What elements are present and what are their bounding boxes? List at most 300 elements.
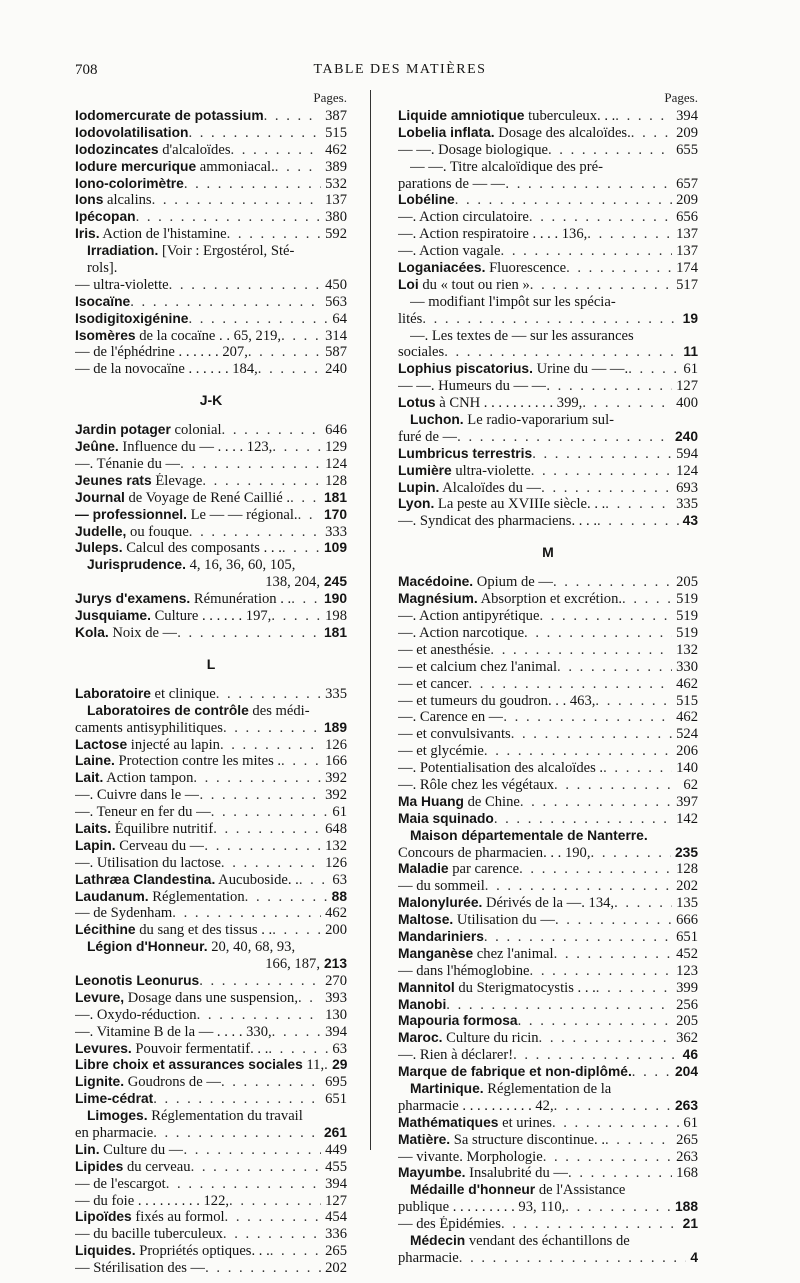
dot-leader: [422, 311, 678, 328]
index-entry: [75, 686, 347, 703]
entry-headword: Iodomercurate de potassium: [75, 108, 264, 123]
entry-detail: et clinique: [150, 685, 216, 702]
page-reference: 452: [676, 945, 698, 962]
dot-leader: [597, 513, 679, 530]
page-reference: 362: [676, 1030, 698, 1047]
page-reference: 11: [683, 344, 698, 360]
entry-detail: publique . . . . . . . . . 93, 110,: [398, 1199, 566, 1216]
left-column: [75, 88, 347, 1277]
entry-text: [75, 328, 281, 345]
entry-headword: Macédoine.: [398, 574, 474, 590]
entry-text: [398, 496, 605, 513]
page-reference: 594: [676, 445, 698, 462]
entry-detail: Cerveau du —: [115, 837, 205, 854]
page-reference: 124: [325, 456, 347, 473]
index-entry: [75, 176, 347, 193]
page-reference: 181: [323, 624, 347, 640]
entry-text: [398, 861, 519, 878]
entry-detail: tuberculeux. . .: [524, 108, 616, 124]
entry-text: [398, 642, 490, 659]
entry-headword: Lumière: [398, 462, 452, 478]
page-reference: 651: [325, 1091, 347, 1108]
entry-detail: — et calcium chez l'animal: [398, 658, 558, 675]
index-entry: [398, 176, 698, 193]
entry-detail: Le radio-vaporarium sul-: [463, 412, 614, 429]
index-entry: [75, 490, 347, 507]
entry-text: [410, 1081, 698, 1098]
entry-detail: Protection contre les mites .: [114, 753, 282, 770]
entry-headword: Matière.: [398, 1131, 451, 1147]
index-entry: [75, 1260, 347, 1277]
entry-headword: Malonylurée.: [398, 895, 483, 911]
dot-leader: [180, 456, 321, 473]
page-reference: 462: [325, 141, 347, 158]
entry-detail: Absorption et excrétion.: [477, 591, 623, 608]
page-reference: 170: [323, 506, 347, 522]
page-reference: 397: [676, 793, 698, 810]
index-entry: [75, 1007, 347, 1024]
index-entry: [75, 608, 347, 625]
entry-text: [398, 1149, 543, 1166]
section-heading: L: [206, 655, 216, 672]
entry-headword: Iodovolatilisation: [75, 124, 189, 140]
index-entry: [398, 693, 698, 710]
entry-detail: rols].: [87, 260, 118, 277]
page-reference: 335: [676, 496, 698, 513]
page-reference: 128: [676, 861, 698, 878]
entry-text: [75, 209, 136, 226]
dot-leader: [568, 1165, 672, 1182]
entry-detail: sociales: [398, 344, 445, 361]
index-entry: [75, 737, 347, 754]
page-reference: 587: [325, 344, 347, 361]
entry-text: [398, 1199, 565, 1216]
entry-detail: Utilisation du —: [453, 912, 555, 929]
entry-detail: — du bacille tuberculeux: [75, 1226, 223, 1243]
dot-leader: [494, 811, 672, 828]
dot-leader: [530, 963, 673, 980]
entry-text: [75, 1024, 272, 1041]
dot-leader: [582, 395, 672, 412]
index-entry: [398, 125, 698, 142]
index-entry: [75, 108, 347, 125]
index-entry: [398, 294, 698, 311]
entry-headword: Loi: [398, 276, 419, 292]
entry-detail: vendant des échantillons de: [465, 1233, 630, 1249]
dot-leader: [264, 108, 322, 125]
entry-headword: Mathématiques: [398, 1114, 499, 1130]
index-entry: [398, 226, 698, 243]
entry-detail: Influence du — . . . . 123,: [118, 439, 273, 456]
entry-detail: Fluorescence: [485, 260, 567, 277]
page-reference: 235: [674, 844, 698, 860]
entry-text: [398, 513, 597, 530]
entry-headword: Lupin.: [398, 479, 440, 495]
entry-text: [75, 176, 184, 193]
page-reference: 646: [325, 422, 347, 439]
entry-headword: Lotus: [398, 395, 436, 411]
entry-headword: Magnésium.: [398, 591, 478, 607]
page-reference: 202: [676, 878, 698, 895]
page-reference: 168: [676, 1165, 698, 1182]
entry-detail: —. Potentialisation des alcaloïdes .: [398, 760, 604, 777]
dot-leader: [268, 1041, 328, 1058]
page-reference: 205: [676, 574, 698, 591]
entry-headword: Mannitol: [398, 979, 455, 995]
index-entry: [75, 703, 347, 720]
index-entry: [75, 591, 347, 608]
page-reference: 265: [325, 1243, 347, 1260]
entry-headword: Laits.: [75, 820, 112, 836]
entry-text: [398, 446, 532, 463]
index-entry: [398, 726, 698, 743]
page-reference: 455: [325, 1158, 347, 1175]
page-reference: 200: [325, 922, 347, 939]
dot-leader: [557, 659, 672, 676]
index-entry: [75, 1091, 347, 1108]
entry-headword: Laudanum.: [75, 888, 149, 904]
index-entry: [398, 676, 698, 693]
index-entry: [398, 743, 698, 760]
index-entry: [398, 946, 698, 963]
dot-leader: [245, 889, 328, 906]
entry-detail: Dosage des alcaloïdes.: [494, 124, 631, 141]
index-entry: [75, 905, 347, 922]
page-reference: 394: [325, 1175, 347, 1192]
entry-detail: furé de —: [398, 428, 458, 445]
entry-text: [75, 787, 199, 804]
dot-leader: [484, 743, 672, 760]
dot-leader: [223, 1226, 321, 1243]
index-entry: [75, 422, 347, 439]
entry-text: [398, 574, 553, 591]
page-number: 708: [75, 62, 98, 78]
entry-detail: Dosage dans une suspension,: [124, 989, 298, 1006]
dot-leader: [221, 855, 321, 872]
entry-text: [75, 277, 169, 294]
page-reference: 29: [332, 1057, 347, 1073]
entry-headword: Isodigitoxigénine: [75, 310, 189, 326]
page-reference: 651: [676, 928, 698, 945]
entry-headword: Leonotis Leonurus: [75, 972, 200, 988]
entry-headword: Iris.: [75, 226, 100, 242]
page-reference: 380: [325, 209, 347, 226]
page-reference: 188: [674, 1199, 698, 1215]
page-reference: 695: [325, 1074, 347, 1091]
entry-text: [75, 872, 299, 889]
entry-detail: du cerveau: [123, 1158, 191, 1175]
index-entry: [75, 294, 347, 311]
entry-headword: Lignite.: [75, 1074, 125, 1090]
page-reference: 174: [676, 260, 698, 277]
entry-text: [75, 922, 272, 939]
dot-leader: [622, 591, 672, 608]
entry-detail: —. Cuivre dans le —: [75, 787, 200, 804]
entry-headword: Judelle,: [75, 523, 127, 539]
entry-text: [398, 794, 520, 811]
entry-detail: Alcaloïdes du —: [439, 479, 542, 496]
dot-leader: [548, 142, 672, 159]
entry-detail: — dans l'hémoglobine: [398, 962, 530, 979]
entry-text: [398, 1098, 554, 1115]
index-entry: [75, 473, 347, 490]
page-reference: 462: [676, 709, 698, 726]
entry-detail: et urines: [498, 1114, 552, 1131]
entry-detail: 20, 40, 68, 93,: [207, 939, 296, 956]
index-entry: [75, 821, 347, 838]
index-entry: [75, 973, 347, 990]
entry-text: [398, 1216, 501, 1233]
index-entry: [75, 209, 347, 226]
entry-headword: Lipides: [75, 1158, 124, 1174]
page-reference: 392: [325, 787, 347, 804]
entry-detail: Élevage: [151, 472, 203, 489]
entry-text: [75, 524, 189, 541]
right-column: [398, 88, 698, 1267]
entry-headword: Lin.: [75, 1141, 100, 1157]
entry-detail: —. Rien à déclarer!: [398, 1047, 514, 1064]
entry-detail: Réglementation du travail: [147, 1108, 303, 1125]
entry-detail: — et cancer: [398, 675, 469, 692]
entry-detail: Culture du —: [99, 1141, 184, 1158]
entry-detail: de Chine: [463, 793, 520, 810]
entry-headword: Maroc.: [398, 1030, 443, 1046]
entry-headword: Lait.: [75, 770, 104, 786]
page-reference: 394: [325, 1023, 347, 1040]
page-reference: 64: [332, 310, 347, 327]
index-entry: [398, 1199, 698, 1216]
entry-headword: Lobelia inflata.: [398, 124, 495, 140]
dot-leader: [220, 737, 321, 754]
entry-text: [398, 1165, 568, 1182]
dot-leader: [272, 922, 321, 939]
dot-leader: [223, 720, 320, 737]
entry-headword: Légion d'Honneur.: [87, 939, 208, 955]
page-reference: 209: [676, 124, 698, 141]
entry-text: [398, 260, 566, 277]
section-heading: M: [542, 544, 554, 561]
page-reference: 265: [676, 1131, 698, 1148]
dot-leader: [554, 777, 679, 794]
index-entry: [75, 1243, 347, 1260]
dot-leader: [603, 760, 672, 777]
page-reference: 19: [682, 310, 698, 326]
page-reference: 335: [325, 685, 347, 702]
entry-detail: — et tumeurs du goudron. . . 463,: [398, 692, 596, 709]
entry-detail: d'alcaloïdes: [158, 141, 231, 158]
entry-text: [398, 1115, 552, 1132]
dot-leader: [152, 192, 322, 209]
dot-leader: [166, 1176, 321, 1193]
dot-leader: [554, 946, 673, 963]
page-reference: 63: [332, 871, 347, 888]
entry-headword: Jardin potager: [75, 422, 171, 438]
entry-text: [398, 946, 554, 963]
entry-text: [87, 260, 347, 277]
entry-detail: Dérivés de la —. 134,: [482, 895, 615, 912]
index-entry: [398, 1250, 698, 1267]
entry-text: [398, 142, 548, 159]
index-entry: [75, 720, 347, 737]
page-reference: 132: [676, 641, 698, 658]
entry-headword: — professionnel.: [75, 506, 187, 522]
dot-leader: [189, 524, 321, 541]
running-title: TABLE DES MATIÈRES: [313, 62, 487, 77]
entry-detail: — et anesthésie: [398, 641, 491, 658]
page-reference: 142: [676, 810, 698, 827]
index-entry: [398, 845, 698, 862]
dot-leader: [197, 1007, 322, 1024]
index-entry: [75, 361, 347, 378]
index-entry: [398, 1030, 698, 1047]
entry-text: [75, 507, 298, 524]
entry-text: [75, 344, 248, 361]
entry-text: [75, 990, 298, 1007]
page-reference: 336: [325, 1226, 347, 1243]
dot-leader: [193, 770, 321, 787]
entry-detail: — du sommeil: [398, 878, 485, 895]
index-entry: [75, 192, 347, 209]
entry-detail: Opium de —: [473, 574, 553, 591]
page-reference: 205: [676, 1013, 698, 1030]
entry-text: [398, 709, 503, 726]
page-header: [0, 62, 800, 82]
dot-leader: [520, 794, 672, 811]
dot-leader: [519, 861, 672, 878]
page-reference: 181: [323, 489, 347, 505]
index-entry: [398, 828, 698, 845]
index-entry: [398, 496, 698, 513]
entry-detail: — et glycémie: [398, 743, 484, 760]
entry-headword: Laboratoires de contrôle: [87, 702, 249, 718]
index-entry: [398, 328, 698, 345]
entry-headword: Maladie: [398, 861, 449, 877]
dot-leader: [272, 439, 321, 456]
page-reference: 462: [325, 905, 347, 922]
index-entry: [75, 956, 347, 973]
entry-detail: Urine du — —.: [532, 361, 629, 378]
entry-text: [87, 703, 347, 720]
dot-leader: [529, 209, 672, 226]
entry-headword: Limoges.: [87, 1108, 148, 1124]
pages-column-label: Pages.: [664, 90, 698, 105]
dot-leader: [459, 1250, 687, 1267]
index-entry: [75, 226, 347, 243]
index-entry: [398, 480, 698, 497]
page-reference: 449: [325, 1141, 347, 1158]
dot-leader: [484, 929, 672, 946]
dot-leader: [446, 997, 672, 1014]
entry-detail: —. Oxydo-réduction: [75, 1006, 197, 1023]
entry-text: [75, 294, 130, 311]
index-entry: [75, 872, 347, 889]
entry-detail: [Voir : Ergostérol, Sté-: [158, 243, 295, 260]
entry-headword: Manobi: [398, 996, 447, 1012]
index-entry: [398, 912, 698, 929]
dot-leader: [455, 192, 672, 209]
dot-leader: [136, 209, 322, 226]
page-reference: 46: [682, 1047, 698, 1063]
entry-text: [87, 1108, 347, 1125]
entry-text: [75, 855, 221, 872]
index-entry: [398, 709, 698, 726]
entry-text: [398, 192, 455, 209]
dot-leader: [184, 176, 321, 193]
entry-detail: — ultra-violette: [75, 276, 169, 293]
index-entry: [398, 980, 698, 997]
entry-detail: Propriétés optiques. . .: [135, 1243, 270, 1260]
entry-headword: Liquides.: [75, 1243, 136, 1259]
entry-text: [398, 608, 539, 625]
dot-leader: [615, 108, 672, 125]
entry-text: [75, 490, 290, 507]
index-entry: [75, 507, 347, 524]
entry-detail: — de la novocaïne . . . . . . 184,: [75, 361, 258, 378]
entry-text: [398, 480, 541, 497]
dot-leader: [511, 726, 672, 743]
page-reference: 126: [325, 854, 347, 871]
dot-leader: [530, 277, 672, 294]
page-reference: 655: [676, 141, 698, 158]
page-reference: 393: [325, 989, 347, 1006]
index-entry: [75, 1024, 347, 1041]
index-entry: [398, 260, 698, 277]
page-reference: 392: [325, 770, 347, 787]
page-reference: 140: [676, 760, 698, 777]
entry-text: [75, 1209, 225, 1226]
entry-detail: chez l'animal: [473, 945, 554, 962]
page-reference: 314: [325, 327, 347, 344]
entry-text: [75, 838, 204, 855]
entry-detail: du sang et des tissus . .: [135, 922, 273, 939]
index-entry: [75, 260, 347, 277]
entry-headword: Mandariniers: [398, 928, 484, 944]
entry-text: [87, 243, 347, 260]
index-entry: [398, 1233, 698, 1250]
index-entry: [75, 787, 347, 804]
entry-detail: de la cocaïne . . 65, 219,: [135, 327, 282, 344]
index-entry: [398, 794, 698, 811]
entry-headword: Médaille d'honneur: [410, 1182, 536, 1198]
entry-headword: Mapouria formosa: [398, 1013, 518, 1029]
index-entry: [398, 108, 698, 125]
entry-text: [75, 591, 291, 608]
entry-headword: Laboratoire: [75, 685, 151, 701]
entry-text: [398, 1250, 459, 1267]
dot-leader: [518, 1013, 673, 1030]
entry-detail: Aucuboside. .: [215, 871, 299, 888]
page-reference: 657: [676, 175, 698, 192]
entry-text: [75, 142, 231, 159]
index-entry: [398, 1047, 698, 1064]
index-entry: [75, 557, 347, 574]
dot-leader: [227, 226, 322, 243]
index-entry: [398, 895, 698, 912]
entry-detail: ou fouque: [126, 523, 189, 540]
entry-headword: Jurisprudence.: [87, 557, 186, 573]
entry-detail: — Stérilisation des —: [75, 1260, 206, 1277]
index-entry: [75, 753, 347, 770]
entry-detail: caments antisyphilitiques: [75, 719, 223, 736]
page-reference: 21: [682, 1216, 698, 1232]
dot-leader: [605, 1132, 672, 1149]
entry-text: [410, 328, 698, 345]
entry-text: [75, 1243, 270, 1260]
index-entries: [75, 108, 347, 1277]
index-entry: [398, 429, 698, 446]
index-entry: [398, 311, 698, 328]
page-reference: 515: [325, 124, 347, 141]
